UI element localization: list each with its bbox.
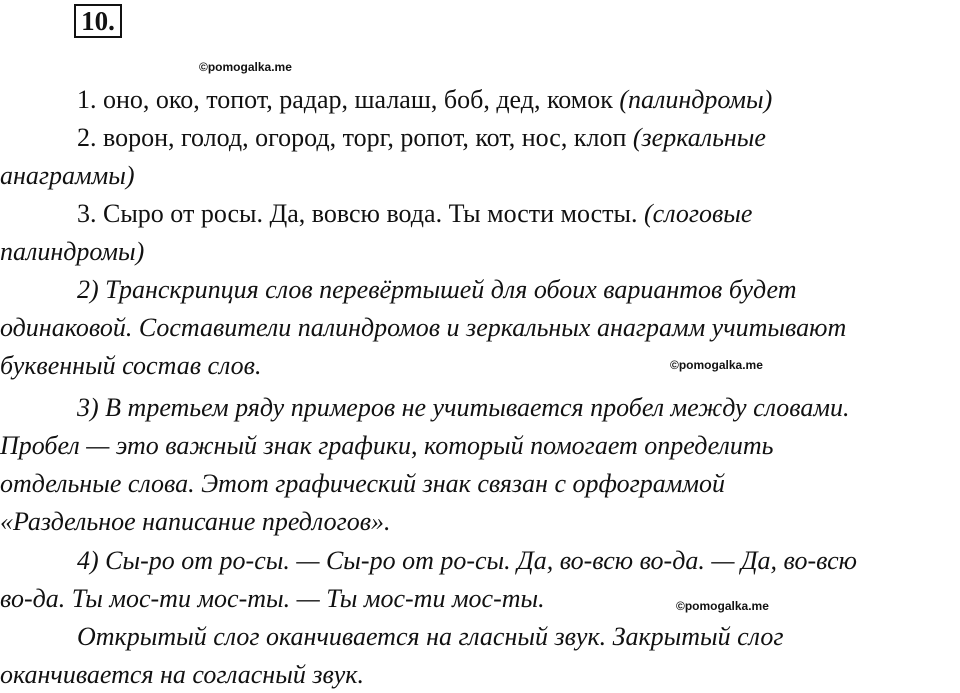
text-line	[0, 237, 144, 267]
text-line	[77, 85, 772, 115]
line-italic: (слоговые	[644, 199, 753, 228]
text-line	[0, 351, 261, 381]
line-italic: буквенный состав слов.	[0, 351, 262, 380]
line-italic: 3) В третьем ряду примеров не учитывается пробел между словами.	[77, 393, 850, 422]
watermark: ©pomogalka.me	[676, 599, 769, 613]
line-italic: анаграммы)	[0, 161, 135, 190]
text-line	[77, 546, 857, 576]
line-italic: 4) Сы-ро от ро-сы. — Сы-ро от ро-сы. Да, во-всю во-да. — Да, во-всю	[77, 546, 857, 575]
text-line	[0, 584, 545, 614]
text-line	[0, 469, 725, 499]
line-italic: отдельные слова. Этот графический знак связан с орфограммой	[0, 469, 725, 498]
text-line	[0, 431, 774, 461]
line-italic: одинаковой. Составители палиндромов и зеркальных анаграмм учитывают	[0, 313, 847, 342]
line-italic: 2) Транскрипция слов перевёртышей для обоих вариантов будет	[77, 275, 797, 304]
text-line	[77, 393, 849, 423]
text-line	[77, 275, 796, 305]
line-plain: 2. ворон, голод, огород, торг, ропот, кот, нос, клоп	[77, 123, 633, 152]
line-italic: (палиндромы)	[619, 85, 773, 114]
line-italic: (зеркальные	[632, 123, 766, 152]
watermark: ©pomogalka.me	[670, 358, 763, 372]
line-italic: во-да. Ты мос-ти мос-ты. — Ты мос-ти мос-ты.	[0, 584, 545, 613]
line-italic: «Раздельное написание предлогов».	[0, 507, 391, 536]
text-line	[0, 161, 135, 191]
line-italic: Пробел — это важный знак графики, который помогает определить	[0, 431, 774, 460]
line-plain: 1. оно, око, топот, радар, шалаш, боб, дед, комок	[77, 85, 620, 114]
text-line	[77, 199, 752, 229]
text-line	[77, 622, 783, 652]
text-line	[0, 313, 846, 343]
watermark: ©pomogalka.me	[199, 60, 292, 74]
line-italic: Открытый слог оканчивается на гласный звук. Закрытый слог	[77, 622, 784, 651]
line-italic: оканчивается на согласный звук.	[0, 660, 364, 689]
text-line	[0, 507, 391, 537]
line-plain: 3. Сыро от росы. Да, вовсю вода. Ты мости мосты.	[77, 199, 645, 228]
text-line	[0, 660, 364, 690]
line-italic: палиндромы)	[0, 237, 145, 266]
text-line	[77, 123, 766, 153]
task-number: 10.	[74, 4, 122, 38]
